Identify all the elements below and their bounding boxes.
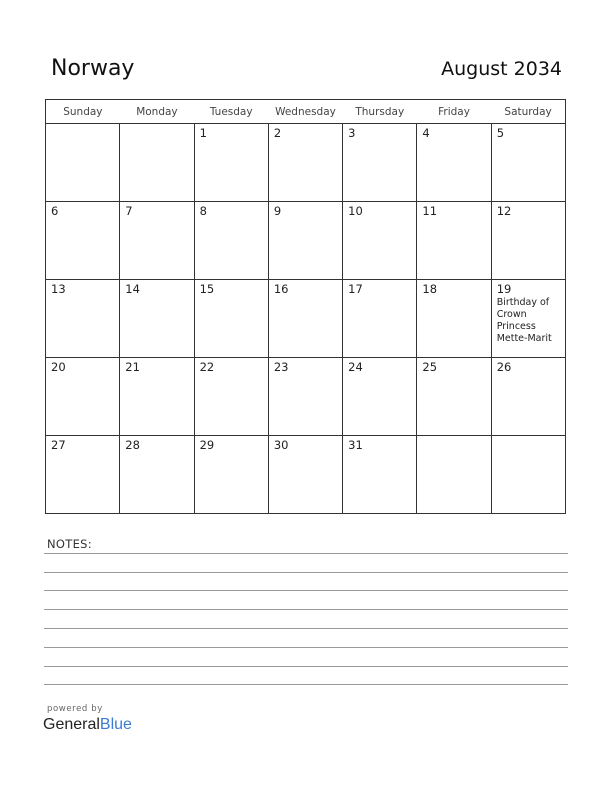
day-cell — [194, 436, 268, 514]
note-line — [44, 590, 568, 591]
note-line — [44, 666, 568, 667]
day-number: 25 — [422, 360, 438, 374]
day-number: 12 — [496, 204, 512, 218]
day-cell — [417, 202, 491, 280]
day-cell — [417, 124, 491, 202]
day-number: 27 — [51, 438, 66, 452]
day-number: 6 — [51, 204, 59, 218]
day-cell — [491, 202, 565, 280]
weekday-monday: Monday — [120, 100, 194, 124]
day-cell — [268, 358, 342, 436]
day-cell — [120, 280, 194, 358]
day-cell — [194, 124, 268, 202]
week-row — [46, 280, 566, 358]
day-cell — [120, 202, 194, 280]
day-number: 1 — [199, 126, 207, 140]
day-cell — [120, 358, 194, 436]
day-number: 13 — [51, 282, 66, 296]
day-number: 9 — [273, 204, 282, 218]
day-cell — [417, 280, 491, 358]
day-number: 26 — [496, 360, 512, 374]
weekday-friday: Friday — [417, 100, 491, 124]
day-number: 2 — [273, 126, 282, 140]
day-number: 22 — [199, 360, 215, 374]
day-cell — [46, 280, 120, 358]
day-number: 17 — [348, 282, 363, 296]
day-number: 8 — [199, 204, 207, 218]
day-number: 28 — [125, 438, 140, 452]
day-number: 5 — [496, 126, 505, 140]
weekday-wednesday: Wednesday — [268, 100, 342, 124]
note-line — [44, 609, 568, 610]
week-row — [46, 124, 566, 202]
day-number: 15 — [199, 282, 215, 296]
day-cell — [491, 280, 565, 358]
day-number: 4 — [422, 126, 430, 140]
day-cell — [268, 280, 342, 358]
day-cell — [343, 436, 417, 514]
day-number: 19 — [496, 282, 512, 296]
weekday-thursday: Thursday — [343, 100, 417, 124]
day-cell — [491, 124, 565, 202]
week-row — [46, 202, 566, 280]
note-line — [44, 647, 568, 648]
brand-name-blue: Blue — [99, 716, 132, 733]
day-number: 7 — [125, 204, 133, 218]
note-line — [44, 553, 568, 554]
brand-logo — [43, 716, 132, 734]
day-number: 20 — [51, 360, 66, 374]
country-title: Norway — [51, 56, 135, 81]
month-title: August 2034 — [441, 58, 562, 80]
day-cell — [417, 436, 491, 514]
week-row — [46, 436, 566, 514]
note-line — [44, 684, 568, 685]
weekday-header-row — [46, 100, 566, 124]
day-cell — [268, 436, 342, 514]
day-cell — [343, 202, 417, 280]
day-cell — [46, 358, 120, 436]
calendar-grid — [45, 99, 566, 514]
day-number: 11 — [422, 204, 438, 218]
day-cell — [120, 436, 194, 514]
note-line — [44, 628, 568, 629]
day-cell — [491, 358, 565, 436]
day-cell — [194, 280, 268, 358]
day-cell — [343, 124, 417, 202]
powered-by-text: powered by — [47, 704, 103, 714]
weekday-saturday: Saturday — [491, 100, 565, 124]
day-number: 31 — [348, 438, 363, 452]
notes-label: NOTES: — [47, 537, 92, 551]
weekday-sunday: Sunday — [46, 100, 120, 124]
note-line — [44, 572, 568, 573]
day-cell — [268, 202, 342, 280]
brand-name-general: General — [43, 716, 100, 733]
day-number: 30 — [273, 438, 289, 452]
day-number: 21 — [125, 360, 140, 374]
holiday-event: Birthday of Crown Princess Mette-Marit — [496, 297, 552, 344]
day-cell — [120, 124, 194, 202]
day-number: 23 — [273, 360, 289, 374]
day-cell — [417, 358, 491, 436]
week-row — [46, 358, 566, 436]
day-cell — [46, 436, 120, 514]
day-number: 29 — [199, 438, 215, 452]
weekday-tuesday: Tuesday — [194, 100, 268, 124]
day-cell — [194, 202, 268, 280]
day-number: 16 — [273, 282, 289, 296]
day-cell — [343, 358, 417, 436]
day-number: 3 — [348, 126, 356, 140]
day-cell — [491, 436, 565, 514]
day-cell — [343, 280, 417, 358]
day-cell — [194, 358, 268, 436]
day-number: 18 — [422, 282, 438, 296]
day-number: 14 — [125, 282, 140, 296]
day-cell — [46, 124, 120, 202]
day-cell — [46, 202, 120, 280]
day-number: 24 — [348, 360, 363, 374]
day-number: 10 — [348, 204, 363, 218]
day-cell — [268, 124, 342, 202]
